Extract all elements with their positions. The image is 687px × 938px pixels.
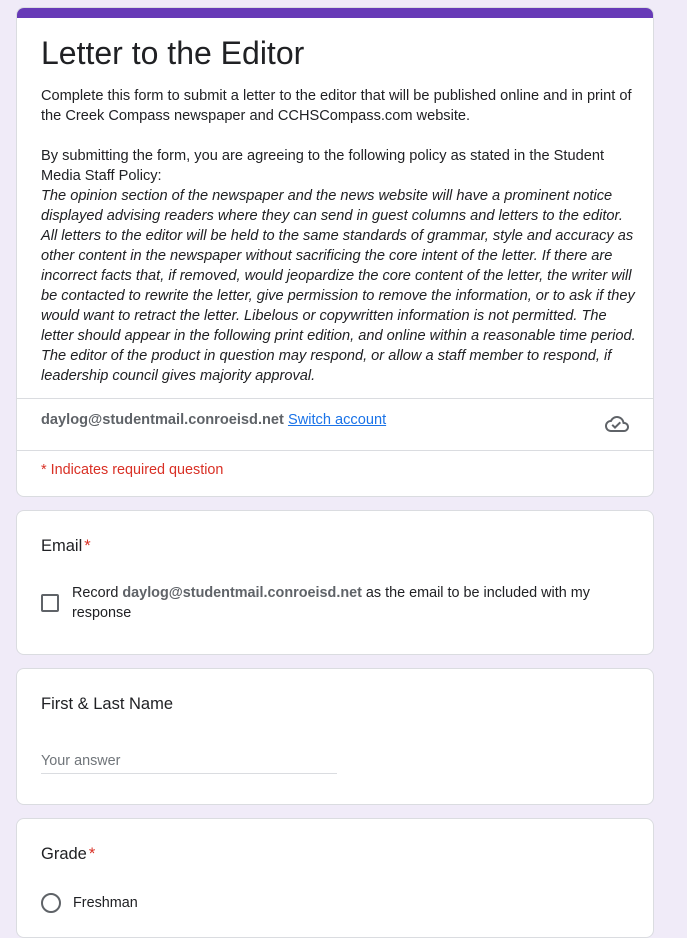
- required-star: *: [84, 537, 91, 555]
- grade-option-label-freshman[interactable]: Freshman: [73, 895, 138, 911]
- name-question-card: [16, 668, 654, 805]
- record-email-address: daylog@studentmail.conroeisd.net: [122, 585, 362, 601]
- description-policy-lead: By submitting the form, you are agreeing to the following policy as stated in the Student Media Staff Policy:: [41, 148, 604, 184]
- header-divider: [17, 398, 653, 399]
- account-row: [41, 410, 629, 434]
- grade-question-card: [16, 818, 654, 938]
- record-email-prefix: Record: [72, 585, 123, 601]
- grade-question-label: Grade: [41, 845, 87, 863]
- email-question-card: [16, 510, 654, 655]
- form-description: [41, 86, 637, 386]
- account-divider: [17, 450, 653, 451]
- form-title: Letter to the Editor: [41, 35, 305, 71]
- name-answer-input[interactable]: [41, 749, 337, 774]
- header-accent-bar: [17, 8, 653, 18]
- record-email-label[interactable]: [72, 583, 602, 623]
- cloud-check-icon: [605, 412, 629, 436]
- description-policy: The opinion section of the newspaper and the news website will have a prominent notice displayed advising readers where they can send in guest columns and letters to the editor. All letters to the editor will be held to the same standards of grammar, style and accuracy as other content in the newspaper without sacrificing the core intent of the letter. If there are incorrect facts that, if removed, would jeopardize the core content of the letter, the writer will be contacted to rewrite the letter, give permission to remove the information, or to ask if they would want to retract the letter. Libelous or copywritten information is not permitted. The letter should appear in the following print edition, and online within a reasonable time period. The editor of the product in question may respond, or allow a staff member to respond, if leadership council gives majority approval.: [41, 188, 636, 384]
- account-email: daylog@studentmail.conroeisd.net: [41, 412, 284, 428]
- grade-option-radio-freshman[interactable]: [41, 893, 61, 913]
- required-star: *: [88, 845, 96, 863]
- switch-account-link[interactable]: Switch account: [287, 412, 387, 428]
- record-email-suffix: as the email to be included with my response: [72, 585, 590, 621]
- record-email-checkbox[interactable]: [41, 594, 59, 612]
- email-question-title: [41, 537, 91, 556]
- name-question-title: First & Last Name: [41, 695, 174, 713]
- required-note: * Indicates required question: [41, 462, 224, 478]
- form-header-card: [16, 7, 654, 497]
- description-intro: Complete this form to submit a letter to the editor that will be published online and in print of the Creek Compass newspaper and CCHSCompass.com website.: [41, 88, 632, 124]
- grade-question-title: [41, 845, 95, 864]
- email-question-label: Email: [41, 537, 83, 555]
